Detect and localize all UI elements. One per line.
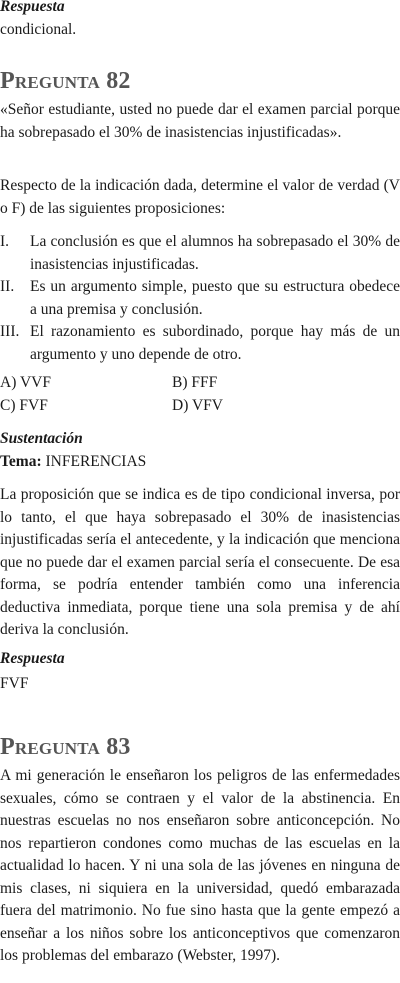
tema-line	[0, 451, 400, 474]
question-82-title	[0, 67, 400, 95]
q82-answer: FVF	[0, 675, 29, 692]
statement-item	[0, 321, 400, 366]
question-82-statements	[0, 231, 400, 366]
question-82-explanation: La proposición que se indica es de tipo condicional inversa, por lo tanto, el que haya sobrepasado el 30% de inasistencias injustificadas sería el antecedente, y la indicación que menciona que no puede dar el examen parcial sería el consecuente. De esa forma, se podría entender también como una inferencia deductiva inmediata, porque tiene una sola premisa y de ahí deriva la conclusión.	[0, 486, 400, 638]
statement-number: III.	[0, 323, 20, 340]
option-c: C) FVF	[0, 396, 48, 414]
option-a: A) VVF	[0, 374, 51, 391]
prev-answer: condicional.	[0, 21, 77, 38]
statement-item	[0, 276, 400, 321]
q82-answer-label: Respuesta	[0, 650, 65, 667]
question-82-title-number: 82	[106, 68, 131, 94]
question-82-quote: «Señor estudiante, usted no puede dar el examen parcial porque ha sobrepasado el 30% de inasistencias injustificadas».	[0, 101, 400, 141]
statement-item	[0, 231, 400, 276]
tema-key: Tema:	[0, 453, 42, 470]
statement-number: I.	[0, 233, 10, 250]
option-b: B) FFF	[172, 374, 218, 391]
question-83-title	[0, 733, 400, 761]
question-83-text: A mi generación le enseñaron los peligros de las enfermedades sexuales, cómo se contraen y el valor de la abstinencia. En nuestras escuelas no nos enseñaron sobre anticoncepción. No nos repartieron condones como muchas de las escuelas en la actualidad lo hacen. Y ni una sola de las jóvenes en ninguna de mis clases, ni siquiera en la universidad, quedó embarazada fuera del matrimonio. No fue sino hasta que la gente empezó a enseñar a los niños sobre los anticonceptivos que comenzaron los problemas del embarazo (Webster, 1997).	[0, 767, 400, 964]
statement-text: Es un argumento simple, puesto que su estructura obedece a una premisa y conclusión.	[30, 278, 400, 318]
statement-number: II.	[0, 278, 15, 295]
question-82-instruction: Respecto de la indicación dada, determine el valor de verdad (V o F) de las siguientes proposiciones:	[0, 177, 400, 217]
statement-text: La conclusión es que el alumnos ha sobrepasado el 30% de inasistencias injustificadas.	[30, 233, 400, 273]
question-82-title-word: Pregunta	[0, 68, 101, 94]
question-83-title-word: Pregunta	[0, 734, 101, 760]
option-d: D) VFV	[172, 396, 223, 414]
question-83-title-number: 83	[106, 734, 131, 760]
question-82-options	[0, 372, 400, 417]
tema-value: INFERENCIAS	[45, 453, 147, 470]
sustentacion-label: Sustentación	[0, 430, 83, 447]
statement-text: El razonamiento es subordinado, porque hay más de un argumento y uno depende de otro.	[30, 323, 400, 363]
prev-answer-label: Respuesta	[0, 0, 65, 15]
